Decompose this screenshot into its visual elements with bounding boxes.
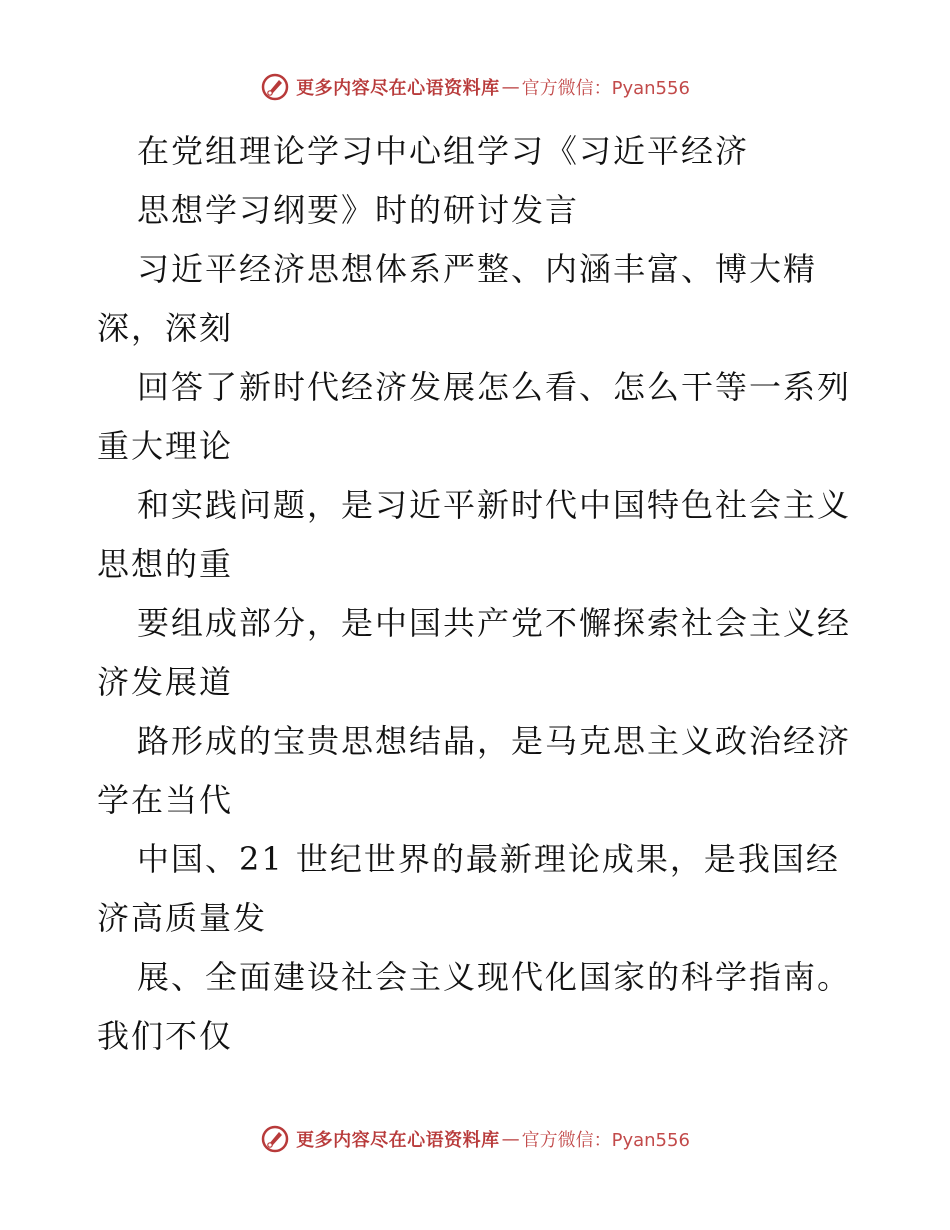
header-contact-text: 官方微信：Pyan556: [521, 78, 690, 99]
body-line: 和实践问题，是习近平新时代中国特色社会主义: [137, 486, 852, 524]
body-line: 思想的重: [97, 545, 234, 583]
body-line: 路形成的宝贵思想结晶，是马克思主义政治经济: [137, 722, 852, 760]
body-line: 要组成部分，是中国共产党不懈探索社会主义经: [137, 604, 852, 642]
footer-brand-text: 更多内容尽在心语资料库: [296, 1130, 500, 1151]
body-line: 习近平经济思想体系严整、内涵丰富、博大精: [137, 250, 818, 288]
pen-nib-logo-icon: [260, 1124, 290, 1154]
body-line: 中国、21 世纪世界的最新理论成果，是我国经: [137, 840, 840, 878]
header-separator: —: [501, 76, 520, 98]
body-line: 重大理论: [97, 427, 234, 465]
document-title-line-1: 在党组理论学习中心组学习《习近平经济: [137, 132, 750, 170]
page-header-banner: [0, 72, 950, 102]
body-line: 济发展道: [97, 663, 234, 701]
body-line: 济高质量发: [97, 899, 268, 937]
page-footer-banner: [0, 1124, 950, 1154]
body-line: 展、全面建设社会主义现代化国家的科学指南。: [137, 958, 852, 996]
body-line: 学在当代: [97, 781, 234, 819]
body-line: 深，深刻: [97, 309, 234, 347]
header-brand-text: 更多内容尽在心语资料库: [296, 78, 500, 99]
pen-nib-logo-icon: [260, 72, 290, 102]
footer-separator: —: [501, 1128, 520, 1150]
document-body: [97, 122, 857, 1066]
body-line: 我们不仅: [97, 1017, 234, 1055]
document-title-line-2: 思想学习纲要》时的研讨发言: [137, 191, 580, 229]
body-line: 回答了新时代经济发展怎么看、怎么干等一系列: [137, 368, 852, 406]
footer-contact-text: 官方微信：Pyan556: [521, 1130, 690, 1151]
